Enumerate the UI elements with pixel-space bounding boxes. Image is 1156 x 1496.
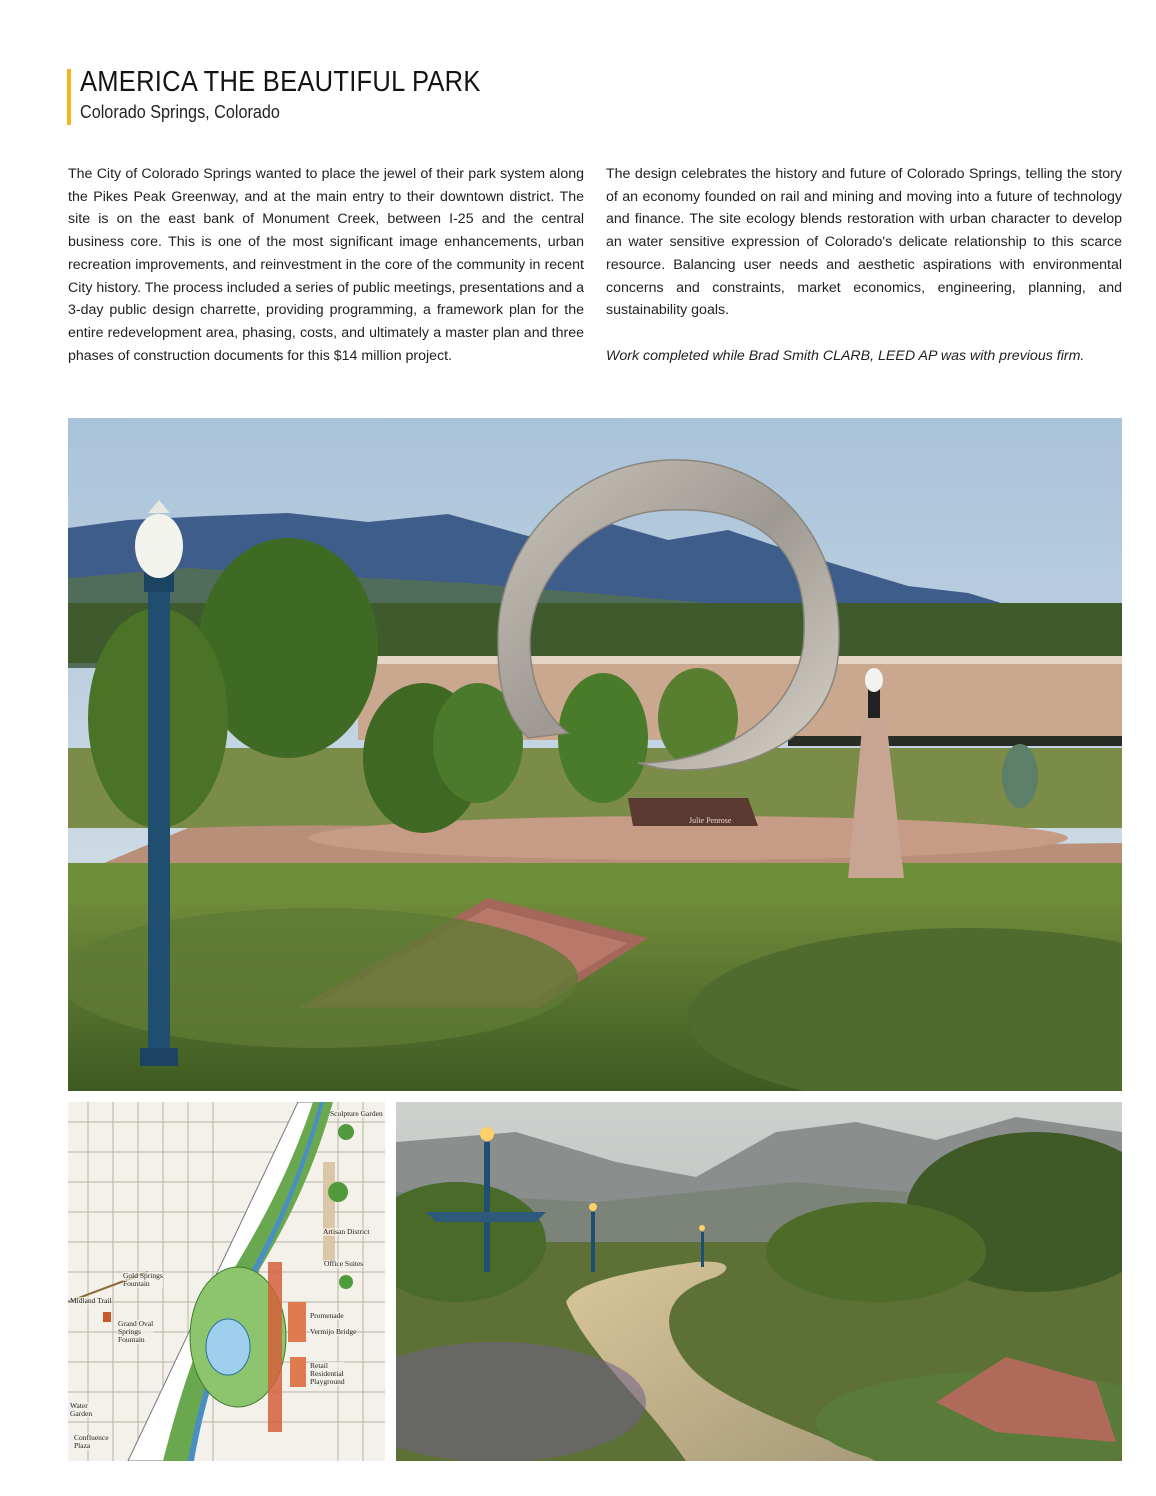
credit-note: Work completed while Brad Smith CLARB, LEED AP was with previous firm. — [606, 347, 1085, 364]
plan-label-vermijo-bridge: Vermijo Bridge — [310, 1327, 357, 1336]
plan-label-office: Office Suites — [324, 1259, 364, 1268]
page-title: AMERICA THE BEAUTIFUL PARK — [80, 66, 481, 98]
plan-label-confluence: Confluence Plaza — [74, 1433, 109, 1450]
sculpture-inscription: Julie Penrose — [689, 816, 732, 825]
left-column — [68, 163, 584, 367]
plan-label-gold-springs: Gold Springs Fountain — [123, 1271, 163, 1288]
plan-label-retail: Retail Residential Playground — [310, 1361, 345, 1386]
plan-label-midland-trail: Midland Trail — [70, 1296, 112, 1305]
plan-label-grand-oval: Grand Oval Springs Fountain — [118, 1319, 154, 1344]
right-paragraph: The design celebrates the history and future of Colorado Springs, telling the story of an economy founded on rail and mining and moving into a future of technology and finance. The site ecology blends restoration with urban character to develop an water sensitive expression of Colorado's delicate relationship to this scarce resource. Balancing user needs and aesthetic aspirations with environmental concerns and constraints, market economics, engineering, planning, and sustainability goals. — [606, 166, 1122, 319]
plan-label-promenade: Promenade — [310, 1311, 344, 1320]
left-paragraph: The City of Colorado Springs wanted to place the jewel of their park system along the Pikes Peak Greenway, and at the main entry to their downtown district. The site is on the east bank of Monument Creek, between I-25 and the central business core. This is one of the most significant image enhancements, urban recreation improvements, and reinvestment in the core of the community in recent City history. The process included a series of public meetings, presentations and a 3-day public design charrette, providing programming, a framework plan for the entire redevelopment area, phasing, costs, and ultimately a master plan and three phases of construction documents for this $14 million project. — [68, 166, 585, 364]
plan-label-sculpture-garden: Sculpture Garden — [330, 1109, 383, 1118]
right-column — [606, 163, 1122, 368]
park-photo-main — [68, 418, 1122, 1091]
title-accent-bar — [67, 69, 71, 125]
page-subtitle: Colorado Springs, Colorado — [80, 102, 280, 122]
plan-label-artisan-district: Artisan District — [323, 1227, 370, 1236]
plan-label-water-garden: Water Garden — [70, 1401, 93, 1418]
park-photo-trail — [396, 1102, 1122, 1461]
site-plan-drawing — [68, 1102, 385, 1461]
